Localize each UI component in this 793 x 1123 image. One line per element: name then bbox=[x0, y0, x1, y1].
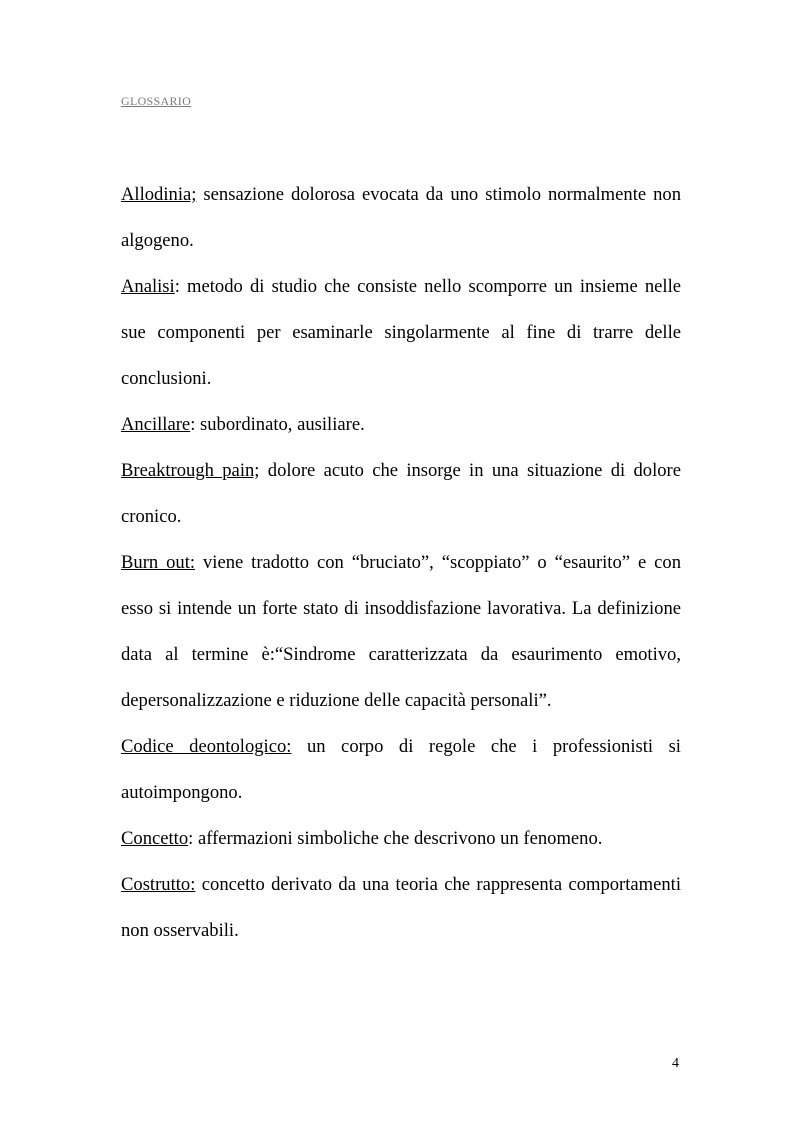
section-header: GLOSSARIO bbox=[121, 94, 192, 108]
glossary-entry bbox=[121, 540, 681, 724]
glossary-definition: sensazione dolorosa evocata da uno stimolo normalmente non algogeno. bbox=[121, 184, 681, 251]
glossary-term: Ancillare bbox=[121, 414, 191, 435]
glossary-entry bbox=[121, 724, 681, 816]
glossary-definition: concetto derivato da una teoria che rappresenta comportamenti non osservabili. bbox=[121, 874, 681, 941]
glossary-definition: dolore acuto che insorge in una situazione di dolore cronico. bbox=[121, 460, 681, 527]
glossary-definition: un corpo di regole che i professionisti si autoimpongono. bbox=[121, 736, 681, 803]
glossary-definition: viene tradotto con “bruciato”, “scoppiato” o “esaurito” e con esso si intende un forte stato di insoddisfazione lavorativa. La definizione data al termine è:“Sindrome caratterizzata da esaurimento emotivo, depersonalizzazione e riduzione delle capacità personali”. bbox=[121, 552, 681, 711]
page-number: 4 bbox=[672, 1056, 679, 1071]
glossary-term: Breaktrough pain; bbox=[121, 460, 260, 481]
glossary-definition: metodo di studio che consiste nello scomporre un insieme nelle sue componenti per esaminarle singolarmente al fine di trarre delle conclusioni. bbox=[121, 276, 681, 389]
glossary-entry bbox=[121, 448, 681, 540]
glossary-term: Analisi bbox=[121, 276, 175, 297]
glossary-entry bbox=[121, 862, 681, 954]
glossary-list bbox=[121, 172, 681, 954]
glossary-term: Allodinia; bbox=[121, 184, 197, 205]
glossary-entry bbox=[121, 172, 681, 264]
glossary-entry: Analisi: metodo di studio che consiste nello scomporre un insieme nelle sue componenti per esaminarle singolarmente al fine di trarre delle conclusioni. bbox=[121, 276, 681, 389]
glossary-definition: subordinato, ausiliare. bbox=[200, 414, 365, 435]
glossary-term: Costrutto: bbox=[121, 874, 196, 895]
glossary-definition: affermazioni simboliche che descrivono un fenomeno. bbox=[197, 828, 603, 849]
glossary-term: Burn out: bbox=[121, 552, 196, 573]
glossary-entry: Concetto: affermazioni simboliche che descrivono un fenomeno. bbox=[121, 828, 603, 849]
glossary-term: Codice deontologico: bbox=[121, 736, 292, 757]
glossary-entry: Ancillare: subordinato, ausiliare. bbox=[121, 414, 365, 435]
glossary-term: Concetto bbox=[121, 828, 189, 849]
